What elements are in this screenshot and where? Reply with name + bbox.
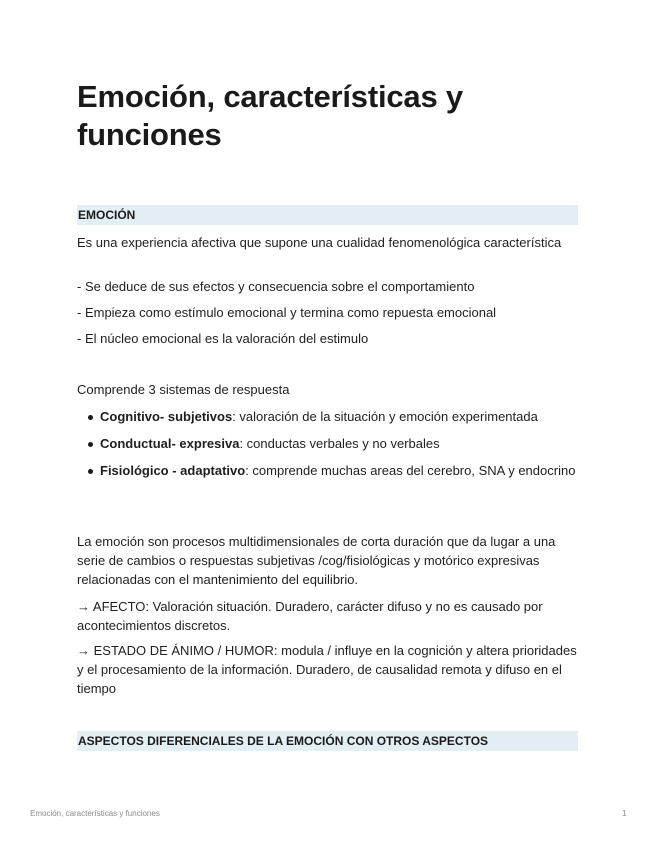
footer-page-number: 1 <box>622 809 627 818</box>
bullet-item <box>77 434 578 453</box>
dash-item: - Empieza como estímulo emocional y termina como repuesta emocional <box>77 305 497 320</box>
bullet-text: : valoración de la situación y emoción experimentada <box>232 409 538 424</box>
bullet-term: Conductual- expresiva <box>100 436 240 451</box>
dash-item: - El núcleo emocional es la valoración del estimulo <box>77 331 369 346</box>
bullet-icon <box>88 469 93 474</box>
bullet-term: Fisiológico - adaptativo <box>100 463 246 478</box>
section-heading-aspectos: ASPECTOS DIFERENCIALES DE LA EMOCIÓN CON OTROS ASPECTOS <box>77 731 578 751</box>
systems-intro: Comprende 3 sistemas de respuesta <box>77 382 290 397</box>
bullet-term: Cognitivo- subjetivos <box>100 409 233 424</box>
bullet-text: : comprende muchas areas del cerebro, SNA y endocrino <box>245 463 576 478</box>
page-title: Emoción, características y funciones <box>77 79 463 152</box>
footer-doc-title: Emoción, características y funciones <box>30 809 160 818</box>
estado-animo-note: → ESTADO DE ÁNIMO / HUMOR: modula / influye en la cognición y altera prioridades y el procesamiento de la información. Duradero, de causalidad remota y difuso en el tiempo <box>77 643 577 696</box>
bullet-icon <box>88 415 93 420</box>
bullet-text: : conductas verbales y no verbales <box>239 436 440 451</box>
bullet-icon <box>88 442 93 447</box>
bullet-item <box>77 461 578 480</box>
section-heading-emocion: EMOCIÓN <box>77 205 578 225</box>
dash-item: - Se deduce de sus efectos y consecuencia sobre el comportamiento <box>77 279 475 294</box>
afecto-note: → AFECTO: Valoración situación. Duradero, carácter difuso y no es causado por acontecimientos discretos. <box>77 599 543 633</box>
bullet-item <box>77 407 578 426</box>
emotion-definition: La emoción son procesos multidimensionales de corta duración que da lugar a una serie de cambios o respuestas subjetivas /cog/fisiológicas y motórico expresivas relacionadas con el mantenimiento del equilibrio. <box>77 534 556 587</box>
emotion-intro: Es una experiencia afectiva que supone una cualidad fenomenológica característica <box>77 235 562 250</box>
